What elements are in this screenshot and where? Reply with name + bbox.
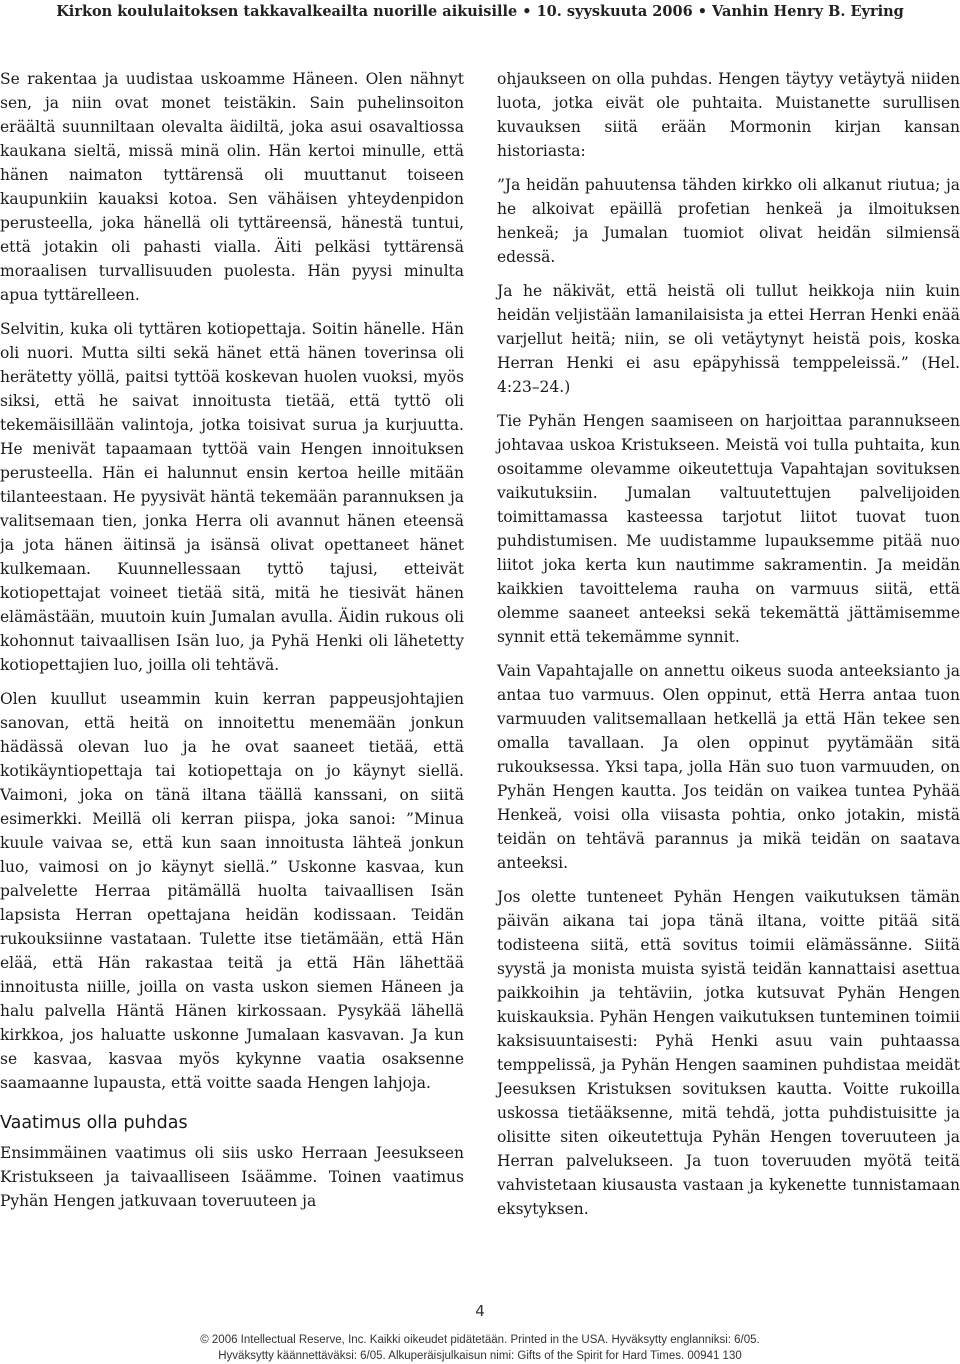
footer-line: © 2006 Intellectual Reserve, Inc. Kaikki oikeudet pidätetään. Printed in the USA. Hyväksytty englanniksi: 6/05. (200, 1334, 760, 1346)
paragraph: Ensimmäinen vaatimus oli siis usko Herraan Jeesukseen Kristukseen ja taivaalliseen Isäämme. Toinen vaatimus Pyhän Hengen jatkuvaan toveruuteen ja (0, 1144, 464, 1210)
running-header: Kirkon koululaitoksen takkavalkeailta nuorille aikuisille • 10. syyskuuta 2006 • Vanhin Henry B. Eyring (56, 3, 904, 20)
right-column (497, 67, 960, 1231)
paragraph: Se rakentaa ja uudistaa uskoamme Häneen. Olen nähnyt sen, ja niin ovat monet teistäkin. Sain puhelinsoiton eräältä suunniltaan olevalta äidiltä, joka asui osavaltiossa kaukana sieltä, missä minä olin. Hän kertoi minulle, että hänen naimaton tyttärensä oli muuttanut toiseen kaupunkiin kauaksi kotoa. Sen vähäisen yhteydenpidon perusteella, joka hänellä oli tyttäreensä, hänestä tuntui, että jotakin oli pahasti vialla. Äiti pelkäsi tyttärensä moraalisen turvallisuuden puolesta. Hän pyysi minulta apua tyttärelleen. (0, 70, 464, 304)
section-heading: Vaatimus olla puhdas (0, 1113, 188, 1133)
copyright-footer (0, 1332, 960, 1364)
left-column (0, 67, 464, 1223)
paragraph: Jos olette tunteneet Pyhän Hengen vaikutuksen tämän päivän aikana tai jopa tänä iltana, voitte pitää sitä todisteena siitä, että sovitus toimii elämässänne. Siitä syystä ja monista muista syistä teidän kannattaisi asettua paikkoihin ja tehtäviin, jotka kutsuvat Pyhän Hengen kuiskauksia. Pyhän Hengen vaikutuksen tunteminen toimii kaksisuuntaisesti: Pyhä Henki asuu vain puhtaassa temppelissä, ja Pyhän Hengen saaminen puhdistaa meidät Jeesuksen Kristuksen sovituksen kautta. Voitte rukoilla uskossa tietääksenne, mitä tehdä, jotta puhdistuisitte ja olisitte siten oikeutettuja Pyhän Hengen toveruuteen ja Herran palvelukseen. Ja tuon toveruuden myötä teitä vahvistetaan kiusausta vastaan ja kykenette tunnistamaan eksytyksen. (497, 888, 960, 1218)
footer-line: Hyväksytty käännettäväksi: 6/05. Alkuperäisjulkaisun nimi: Gifts of the Spirit for Hard Times. 00941 130 (218, 1350, 742, 1362)
paragraph: ohjaukseen on olla puhdas. Hengen täytyy vetäytyä niiden luota, jotka eivät ole puhtaita. Muistanette surullisen kuvauksen siitä erään Mormonin kirjan kansan historiasta: (497, 70, 960, 160)
paragraph: Olen kuullut useammin kuin kerran pappeusjohtajien sanovan, että heitä on innoitettu menemään jonkun hädässä olevan luo ja he ovat saaneet tietää, että kotikäyntiopettaja tai kotiopettaja on jo käynyt siellä. Vaimoni, joka on tänä iltana täällä kanssani, on siitä esimerkki. Meillä oli kerran piispa, joka sanoi: ”Minua kuule vaivaa se, että kun saan innoitusta lähteä jonkun luo, vaimosi on jo käynyt siellä.” Uskonne kasvaa, kun palvelette Herraa pitämällä huolta taivaallisen Isän lapsista Herran opettajana heidän kodissaan. Teidän rukouksiinne vastataan. Tulette itse tietämään, että Hän elää, että Hän rakastaa teitä ja että Hän lähettää innoitusta niille, joilla on vasta uskon siemen Häneen ja halu palvella Häntä Hänen kirkossaan. Pysykää lähellä kirkkoa, jos haluatte uskonne Jumalaan kasvavan. Ja kun se kasvaa, kasvaa myös kykynne vaatia osaksenne saamaanne lupausta, että voitte saada Hengen lahjoja. (0, 690, 464, 1092)
scripture-quote: ”Ja heidän pahuutensa tähden kirkko oli alkanut riutua; ja he alkoivat epäillä profetian henkeä ja ilmoituksen henkeä; ja Jumalan tuomiot olivat heidän silmiensä edessä. (497, 176, 960, 266)
paragraph: Tie Pyhän Hengen saamiseen on harjoittaa parannukseen johtavaa uskoa Kristukseen. Meistä voi tulla puhtaita, kun osoitamme olevamme oikeutettuja Vapahtajan sovituksen vaikutuksiin. Jumalan valtuutettujen palvelijoiden toimittamassa kasteessa tarjotut liitot tuovat tuon puhdistumisen. Me uudistamme lupauksemme pitää nuo liitot joka kerta kun nautimme sakramentin. Ja meidän kaikkien tavoittelema rauha on varmuus siitä, että olemme saaneet anteeksi sekä tekemättä jättämisemme synnit että tekemämme synnit. (497, 412, 960, 646)
paragraph: Vain Vapahtajalle on annettu oikeus suoda anteeksianto ja antaa tuo varmuus. Olen oppinut, että Herra antaa tuon varmuuden valitsemallaan hetkellä ja että Hän tekee sen omalla tavallaan. Ja olen oppinut pyytämään sitä rukouksessa. Yksi tapa, jolla Hän suo tuon varmuuden, on Pyhän Hengen kautta. Jos teidän on vaikea tuntea Pyhää Henkeä, voisi olla viisasta pohtia, onko jotakin, mistä teidän on tehtävä parannus ja mikä teidän on saatava anteeksi. (497, 662, 960, 872)
scripture-quote: Ja he näkivät, että heistä oli tullut heikkoja niin kuin heidän veljistään lamanilaisista ja ettei Herran Henki enää varjellut heitä; niin, se oli vetäytynyt heistä pois, koska Herran Henki ei asu epäpyhissä temppeleissä.” (Hel. 4:23–24.) (497, 282, 960, 396)
paragraph: Selvitin, kuka oli tyttären kotiopettaja. Soitin hänelle. Hän oli nuori. Mutta silti sekä hänet että hänen toverinsa oli herätetty yöllä, paitsi tyttöä koskevan huolen vuoksi, myös siksi, että he saivat innoitusta tietää, että tyttö oli tekemäisillään valintoja, jotka toisivat surua ja kurjuutta. He menivät tapaamaan tyttöä vain Hengen innoituksen perusteella. Hän ei halunnut ensin kertoa heille mitään tilanteestaan. He pyysivät häntä tekemään parannuksen ja valitsemaan tien, jonka Herra oli avannut hänen eteensä ja jota hänen äitinsä ja isänsä olivat opettaneet hänet kulkemaan. Kuunnellessaan tyttö tajusi, etteivät kotiopettajat voineet tietää sitä, mitä he tiesivät hänen elämästään, muutoin kuin Jumalan avulla. Äidin rukous oli kohonnut taivaallisen Isän luo, ja Pyhä Henki oli lähetetty kotiopettajien luo, joilla oli tehtävä. (0, 320, 464, 674)
page-number: 4 (475, 1302, 485, 1320)
